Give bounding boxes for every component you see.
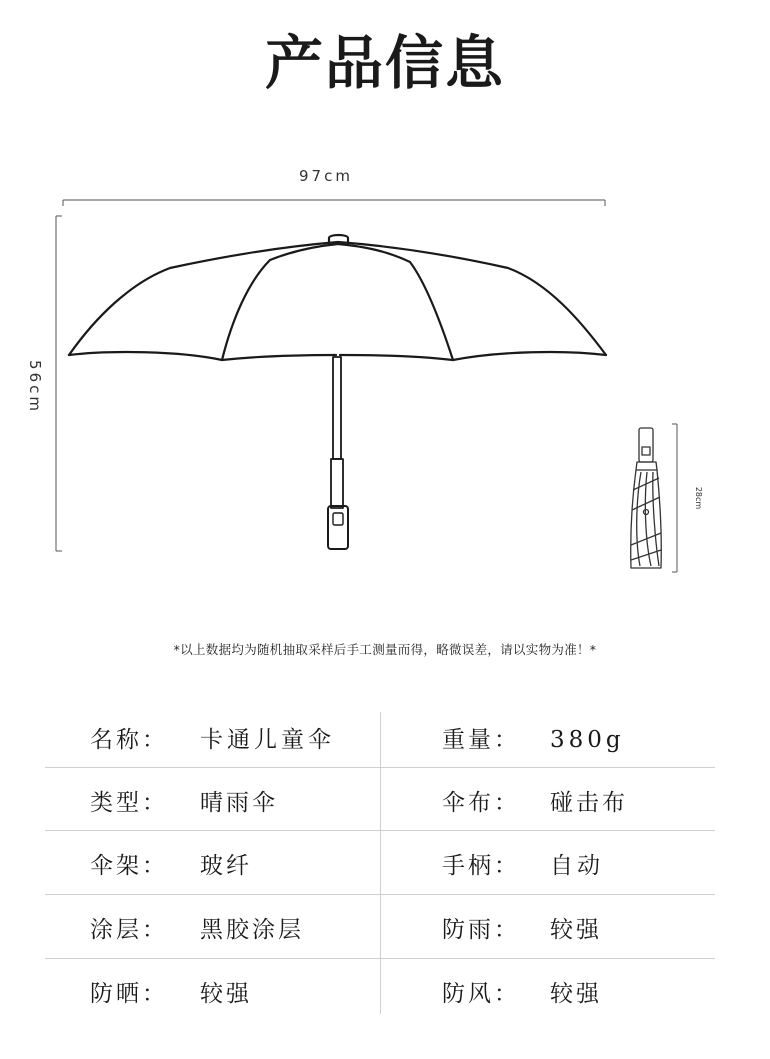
spec-row (45, 838, 715, 902)
spec-value: 380g (550, 727, 625, 753)
spec-label: 手柄： (442, 853, 520, 879)
spec-value: 较强 (200, 981, 252, 1007)
height-dimension (56, 216, 62, 551)
folded-length-label: 28cm (694, 486, 703, 510)
spec-value: 黑胶涂层 (200, 917, 304, 943)
row-divider (45, 767, 715, 768)
row-divider (45, 830, 715, 831)
open-umbrella-drawing (69, 235, 606, 549)
measurement-note: *以上数据均为随机抽取采样后手工测量而得，略微误差，请以实物为准！* (173, 642, 597, 657)
width-dimension (63, 200, 605, 206)
spec-label: 防晒： (90, 981, 168, 1007)
spec-value: 卡通儿童伞 (200, 727, 335, 753)
spec-value: 碰击布 (550, 790, 628, 816)
spec-label: 防风： (442, 981, 520, 1007)
spec-label: 伞布： (442, 790, 520, 816)
spec-row (45, 902, 715, 966)
folded-height-dimension (672, 424, 677, 572)
spec-value: 自动 (550, 853, 604, 879)
spec-value: 较强 (550, 981, 602, 1007)
spec-label: 类型： (90, 790, 168, 816)
row-divider (45, 958, 715, 959)
spec-label: 重量： (442, 727, 520, 753)
height-label: 56cm (26, 360, 44, 414)
spec-table (45, 712, 715, 1014)
spec-label: 涂层： (90, 917, 168, 943)
spec-label: 防雨： (442, 917, 520, 943)
folded-umbrella-drawing (631, 428, 662, 568)
spec-value: 较强 (550, 917, 602, 943)
row-divider (45, 894, 715, 895)
spec-row (45, 966, 715, 1030)
spec-value: 晴雨伞 (200, 790, 278, 816)
width-label: 97cm (299, 167, 353, 185)
spec-value: 玻纤 (200, 853, 252, 879)
spec-label: 伞架： (90, 853, 168, 879)
spec-label: 名称： (90, 727, 168, 753)
page-title: 产品信息 (264, 29, 505, 97)
